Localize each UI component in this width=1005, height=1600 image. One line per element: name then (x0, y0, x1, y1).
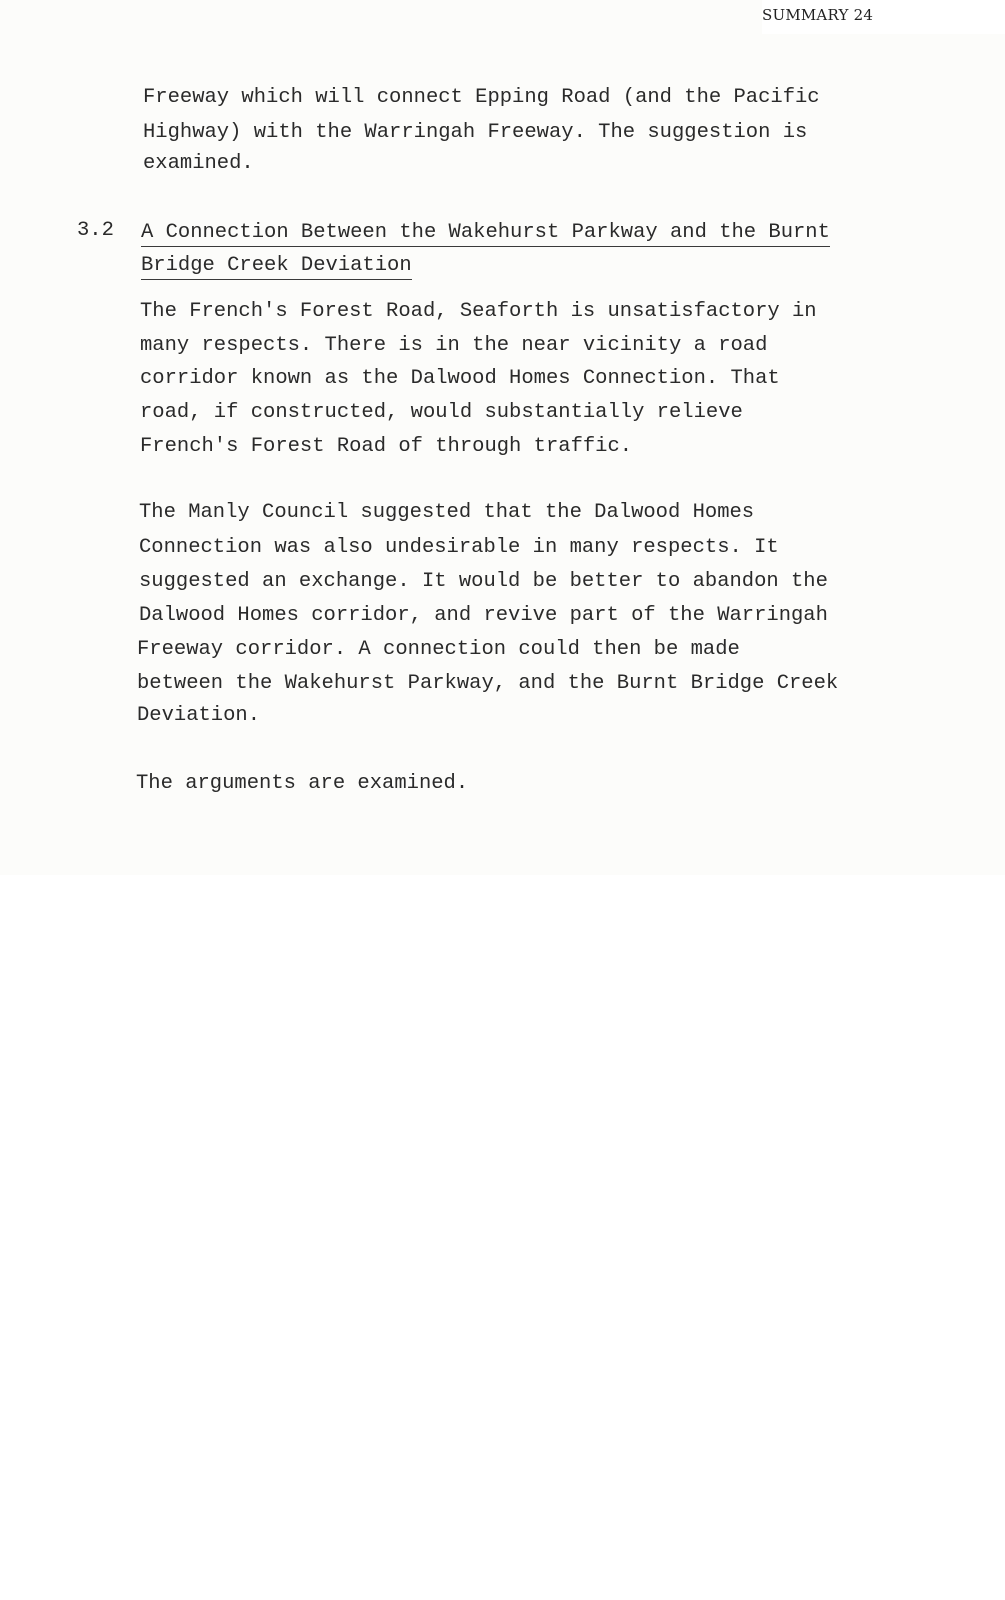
intro-line-1: Freeway which will connect Epping Road (and the Pacific (143, 86, 820, 109)
paragraph-2-line-6: between the Wakehurst Parkway, and the Burnt Bridge Creek (137, 672, 839, 695)
section-number: 3.2 (77, 219, 114, 242)
paragraph-1-line-1: The French's Forest Road, Seaforth is unsatisfactory in (140, 300, 817, 323)
paragraph-2-line-7: Deviation. (137, 704, 261, 727)
paragraph-2-line-1: The Manly Council suggested that the Dalwood Homes (139, 501, 755, 524)
paragraph-1-line-2: many respects. There is in the near vicinity a road (140, 334, 768, 357)
section-heading-line-2: Bridge Creek Deviation (141, 254, 412, 280)
intro-line-2: Highway) with the Warringah Freeway. The suggestion is (143, 121, 808, 144)
paragraph-3-line-1: The arguments are examined. (136, 772, 469, 795)
paragraph-2-line-5: Freeway corridor. A connection could then be made (137, 638, 740, 661)
paragraph-1-line-3: corridor known as the Dalwood Homes Connection. That (140, 367, 780, 390)
intro-line-3: examined. (143, 152, 254, 175)
paragraph-2-line-2: Connection was also undesirable in many respects. It (139, 536, 779, 559)
paragraph-2-line-3: suggested an exchange. It would be better to abandon the (139, 570, 828, 593)
running-header: SUMMARY 24 (762, 6, 874, 24)
paragraph-1-line-4: road, if constructed, would substantially relieve (140, 401, 743, 424)
paragraph-2-line-4: Dalwood Homes corridor, and revive part of the Warringah (139, 604, 828, 627)
paragraph-1-line-5: French's Forest Road of through traffic. (140, 435, 633, 458)
section-heading-line-1: A Connection Between the Wakehurst Parkway and the Burnt (141, 221, 830, 247)
